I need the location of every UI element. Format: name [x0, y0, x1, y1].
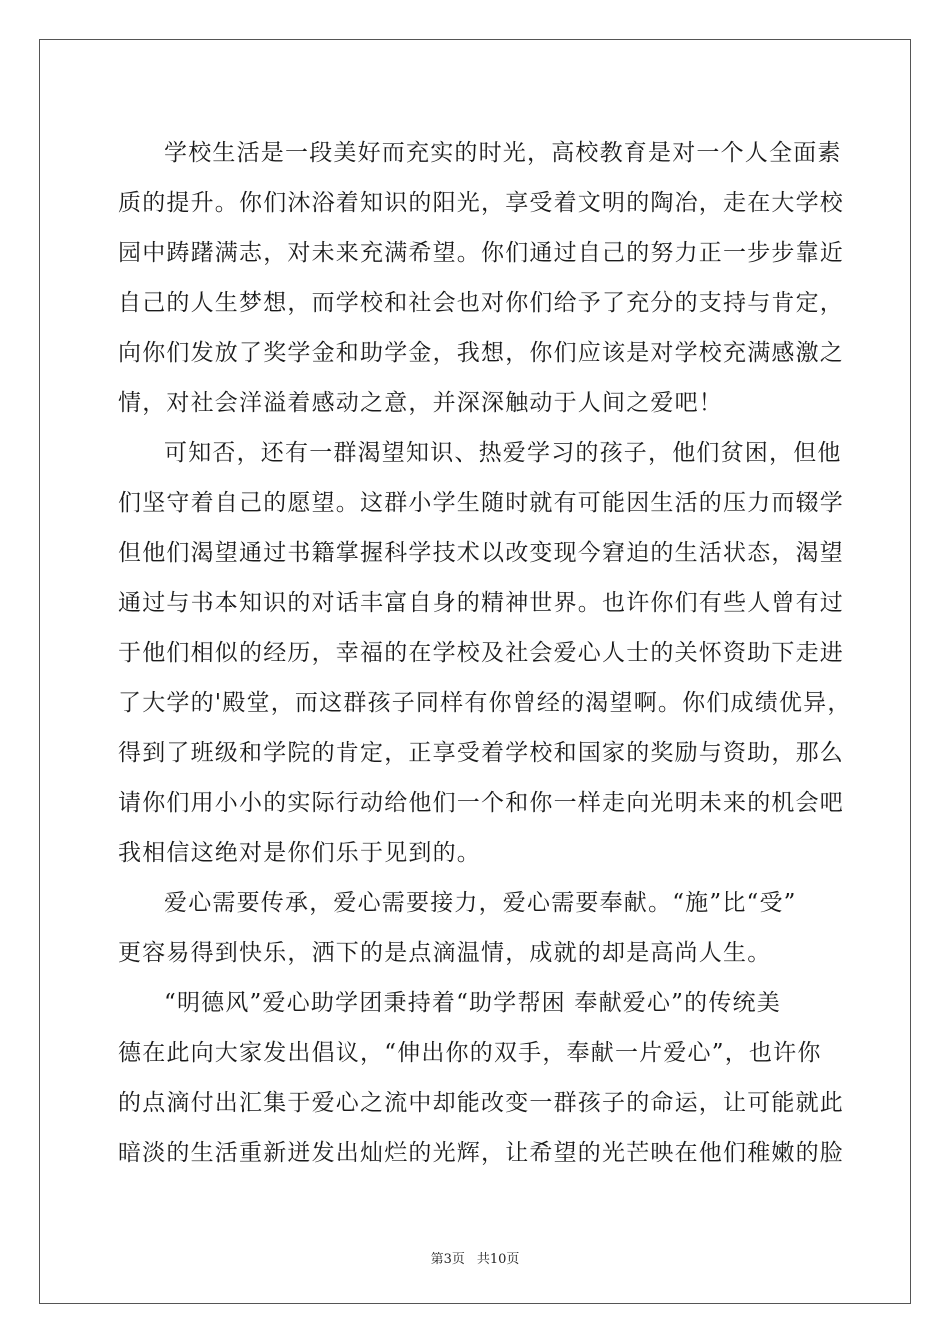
- paragraph-2-line-2: 们坚守着自己的愿望。这群小学生随时就有可能因生活的压力而辍学: [118, 490, 844, 516]
- paragraph-2-line-5: 于他们相似的经历，幸福的在学校及社会爱心人士的关怀资助下走进: [118, 640, 844, 666]
- paragraph-4-line-1: “明德风”爱心助学团秉持着“助学帮困 奉献爱心”的传统美: [164, 990, 781, 1016]
- paragraph-1-line-1: 学校生活是一段美好而充实的时光，高校教育是对一个人全面素: [164, 140, 842, 166]
- paragraph-4-line-3: 的点滴付出汇集于爱心之流中却能改变一群孩子的命运，让可能就此: [118, 1090, 844, 1116]
- paragraph-4-line-4: 暗淡的生活重新迸发出灿烂的光辉，让希望的光芒映在他们稚嫩的脸: [118, 1140, 844, 1166]
- paragraph-2-line-9: 我相信这绝对是你们乐于见到的。: [118, 840, 481, 866]
- paragraph-1-line-6: 情，对社会洋溢着感动之意，并深深触动于人间之爱吧！: [118, 390, 723, 416]
- paragraph-2-line-8: 请你们用小小的实际行动给他们一个和你一样走向光明未来的机会吧: [118, 790, 844, 816]
- paragraph-2-line-3: 但他们渴望通过书籍掌握科学技术以改变现今窘迫的生活状态，渴望: [118, 540, 844, 566]
- page-footer: [0, 1248, 950, 1267]
- paragraph-1-line-4: 自己的人生梦想，而学校和社会也对你们给予了充分的支持与肯定，: [118, 290, 844, 316]
- paragraph-1-line-2: 质的提升。你们沐浴着知识的阳光，享受着文明的陶冶，走在大学校: [118, 190, 844, 216]
- paragraph-3-line-1: 爱心需要传承，爱心需要接力，爱心需要奉献。“施”比“受”: [164, 890, 797, 916]
- paragraph-2-line-4: 通过与书本知识的对话丰富自身的精神世界。也许你们有些人曾有过: [118, 590, 844, 616]
- paragraph-1-line-3: 园中踌躇满志，对未来充满希望。你们通过自己的努力正一步步靠近: [118, 240, 844, 266]
- page-total: 共10页: [476, 1252, 520, 1267]
- page-number: 第3页: [430, 1252, 465, 1267]
- paragraph-2-line-6: 了大学的'殿堂，而这群孩子同样有你曾经的渴望啊。你们成绩优异，: [118, 690, 852, 716]
- paragraph-1-line-5: 向你们发放了奖学金和助学金，我想，你们应该是对学校充满感激之: [118, 340, 844, 366]
- paragraph-2-line-7: 得到了班级和学院的肯定，正享受着学校和国家的奖励与资助，那么: [118, 740, 844, 766]
- paragraph-2-line-1: 可知否，还有一群渴望知识、热爱学习的孩子，他们贫困，但他: [164, 440, 842, 466]
- paragraph-3-line-2: 更容易得到快乐，洒下的是点滴温情，成就的却是高尚人生。: [118, 940, 772, 966]
- paragraph-4-line-2: 德在此向大家发出倡议，“伸出你的双手，奉献一片爱心”，也许你: [118, 1040, 822, 1066]
